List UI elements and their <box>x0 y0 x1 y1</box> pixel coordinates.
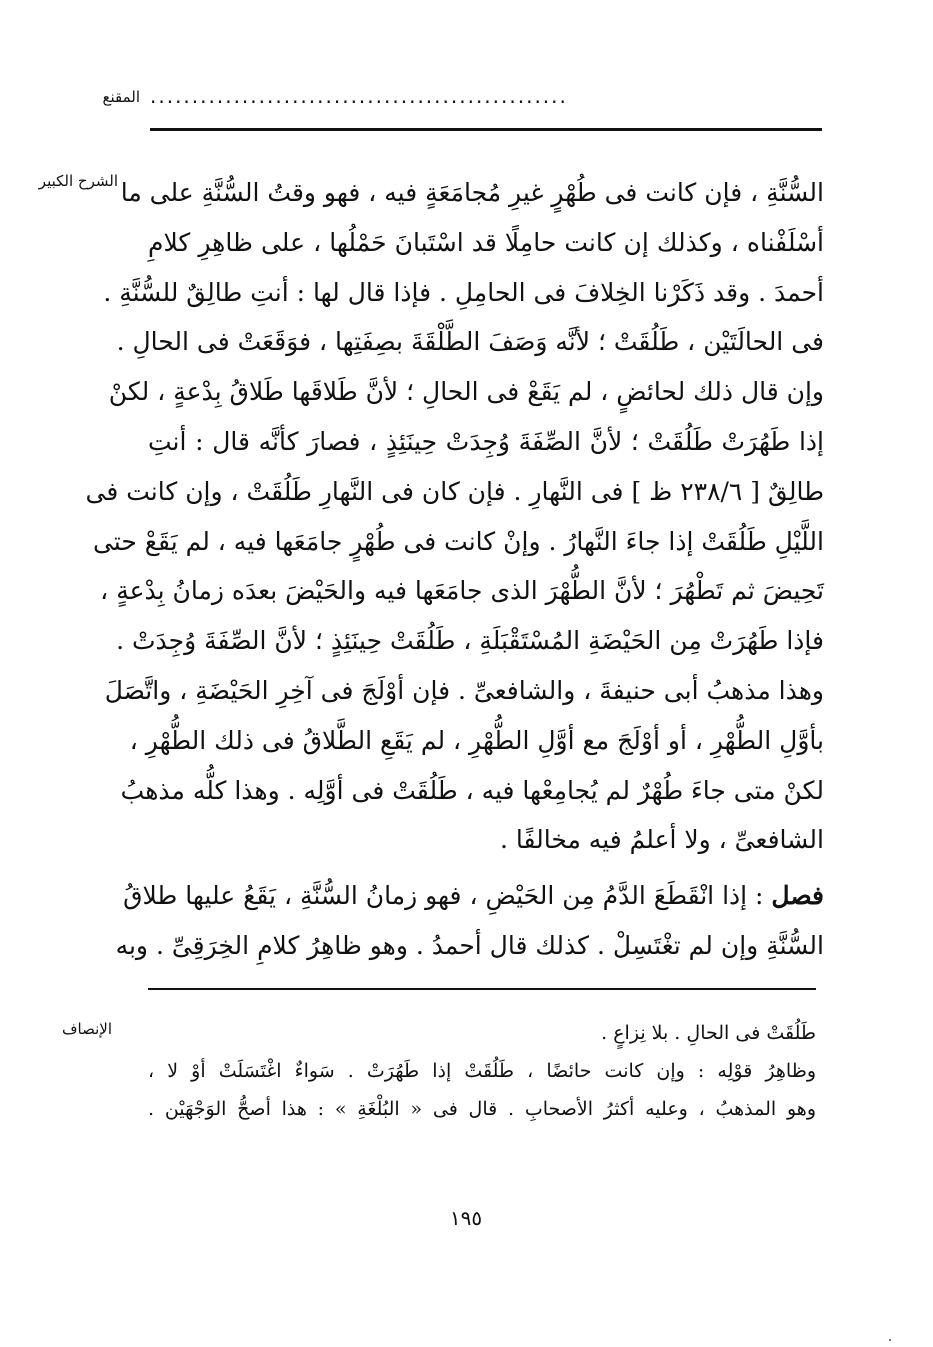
text-line: بأوَّلِ الطُّهْرِ ، أو أوْلَجَ مع أوَّلِ الطُّهْرِ ، لم يَقَعِ الطَّلاقُ فى ذلك الطُّهْرِ ، <box>129 725 824 755</box>
text-line: وإن قال ذلك لحائضٍ ، لم يَقَعْ فى الحالِ ؛ لأنَّ طَلاقَها طَلاقُ بِدْعةٍ ، لكنْ <box>108 377 824 407</box>
header-leader-dots: .................................................. <box>150 84 568 108</box>
scan-speck <box>889 1339 891 1341</box>
running-header-title: المقنع <box>102 88 140 106</box>
margin-label-sharh: الشرح الكبير <box>38 172 118 190</box>
text-line: فإذا طَهُرَتْ مِن الحَيْضَةِ المُسْتَقْبَلَةِ ، طَلُقَتْ حِينَئِذٍ ؛ لأنَّ الصِّفَةَ وُجِدَتْ . <box>116 626 824 656</box>
insaf-line: وظاهِرُ قوْلِه : وإن كانت حائضًا ، طَلُقَتْ إذا طَهُرَتْ . سَواءٌ اغْتَسَلَتْ أوْ لا ، <box>148 1060 816 1082</box>
insaf-text <box>148 1014 816 1128</box>
text-line: الشافعىِّ ، ولا أعلمُ فيه مخالفًا . <box>499 825 824 855</box>
insaf-line: طَلُقَتْ فى الحالِ . بلا نِزاعٍ . <box>601 1022 816 1044</box>
footnote-divider <box>148 988 816 990</box>
page-number: ١٩٥ <box>449 1206 483 1230</box>
text-line: أسْلَفْناه ، وكذلك إن كانت حامِلًا قد اسْتَبانَ حَمْلُها ، على ظاهِرِ كلامِ <box>148 227 824 257</box>
text-line: وهذا مذهبُ أبى حنيفةَ ، والشافعىِّ . فإن أوْلَجَ فى آخِرِ الحَيْضَةِ ، واتَّصَلَ <box>104 675 824 705</box>
main-commentary-text <box>85 168 824 971</box>
text-line: طالِقٌ [ ٢٣٨/٦ ظ ] فى النَّهارِ . فإن كان فى النَّهارِ طَلُقَتْ ، وإن كانت فى <box>85 476 824 506</box>
margin-label-insaf: الإنصاف <box>61 1020 112 1038</box>
fasl-text: : إذا انْقَطَعَ الدَّمُ مِن الحَيْضِ ، فهو زمانُ السُّنَّةِ ، يَقَعُ عليها طلاقُ <box>123 881 772 911</box>
text-line: أحمدَ . وقد ذَكَرْنا الخِلافَ فى الحامِلِ . فإذا قال لها : أنتِ طالِقٌ للسُّنَّةِ . <box>103 277 824 307</box>
fasl-heading: فصل <box>771 881 824 911</box>
fasl-line <box>123 871 824 921</box>
text-line: تَحِيضَ ثم تَطْهُرَ ؛ لأنَّ الطُّهْرَ الذى جامَعَها فيه والحَيْضَ بعدَه زمانُ بِدْعةٍ ، <box>100 576 824 606</box>
text-line: إذا طَهُرَتْ طَلُقَتْ ؛ لأنَّ الصِّفَةَ وُجِدَتْ حِينَئِذٍ ، فصارَ كأنَّه قال : أنتِ <box>148 426 824 456</box>
text-line: السُّنَّةِ وإن لم تغْتَسِلْ . كذلك قال أحمدُ . وهو ظاهِرُ كلامِ الخِرَقِىِّ . وبه <box>115 930 824 960</box>
header-rule <box>150 128 822 131</box>
insaf-line: وهو المذهبُ ، وعليه أكثرُ الأصحابِ . قال فى « البُلْغَةِ » : هذا أصحُّ الوَجْهَيْن . <box>148 1098 816 1120</box>
text-line: السُّنَّةِ ، فإن كانت فى طُهْرٍ غيرِ مُجامَعَةٍ فيه ، فهو وقتُ السُّنَّةِ على ما <box>120 178 824 207</box>
text-line: لكنْ متى جاءَ طُهْرٌ لم يُجامِعْها فيه ، طَلُقَتْ فى أوَّلِه . وهذا كلُّه مذهبُ <box>120 775 824 805</box>
text-line: فى الحالَتَيْن ، طَلُقَتْ ؛ لأنَّه وَصَفَ الطَّلْقَةَ بصِفَتِها ، فوَقَعَتْ فى الحالِ . <box>116 327 824 357</box>
text-line: اللَّيْلِ طَلُقَتْ إذا جاءَ النَّهارُ . وإنْ كانت فى طُهْرٍ جامَعَها فيه ، لم يَقَعْ حتى <box>92 526 824 556</box>
